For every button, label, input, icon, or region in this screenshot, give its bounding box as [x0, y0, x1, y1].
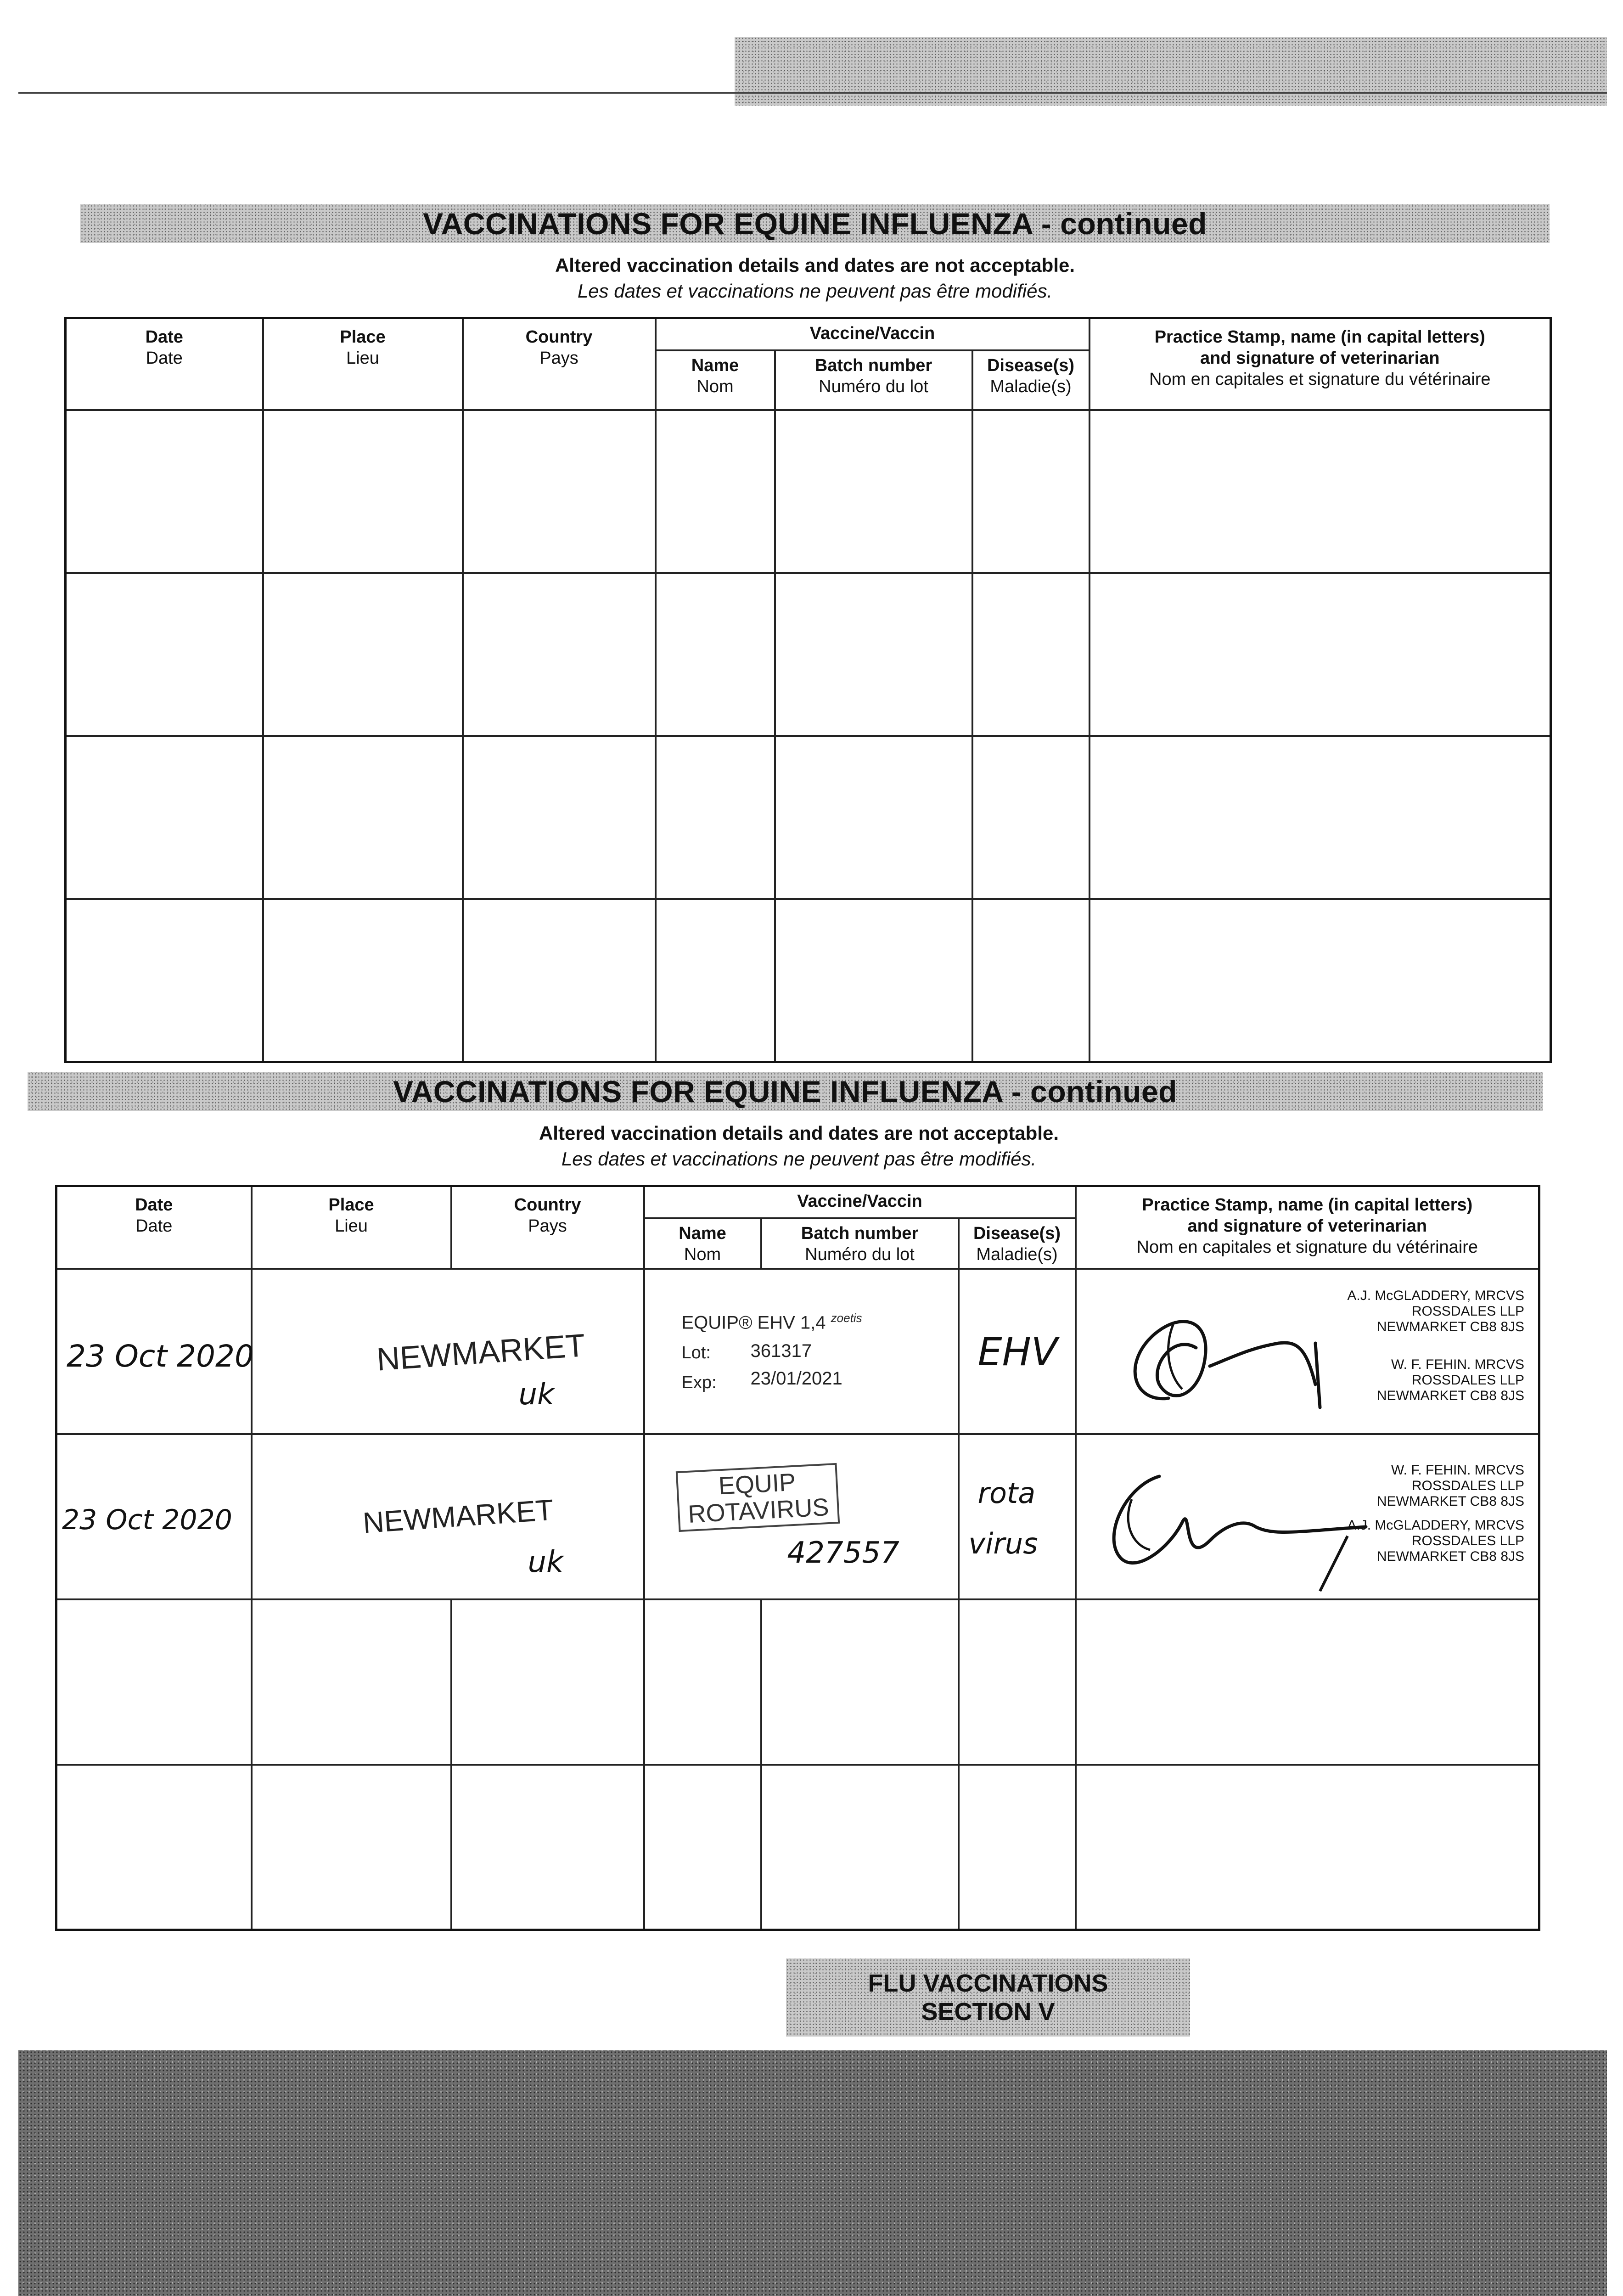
vaccine-batch-cell[interactable] — [644, 1269, 959, 1434]
vaccine-name-cell[interactable] — [644, 1765, 761, 1930]
upper-notice-en: Altered vaccination details and dates are not acceptable. — [555, 254, 1075, 276]
batch-cell[interactable] — [775, 899, 972, 1062]
date-cell[interactable] — [56, 1599, 252, 1765]
upper-vaccination-table — [64, 317, 1552, 1063]
place-cell[interactable] — [263, 573, 463, 736]
country-cell[interactable] — [451, 1765, 644, 1930]
header-batch-number: Batch number Numéro du lot — [775, 350, 972, 410]
lower-vaccination-table — [55, 1185, 1540, 1931]
header-disease: Disease(s) Maladie(s) — [972, 350, 1089, 410]
country-cell[interactable] — [451, 1599, 644, 1765]
batch-cell[interactable] — [761, 1599, 959, 1765]
vaccine-name-cell[interactable] — [656, 899, 775, 1062]
country-cell[interactable] — [463, 736, 656, 899]
date-cell[interactable] — [66, 410, 263, 573]
table-row — [66, 899, 1551, 1062]
practice-stamp-a: A.J. McGLADDERY, MRCVS ROSSDALES LLP NEWMARKET CB8 8JS — [1347, 1288, 1525, 1334]
disease-cell[interactable] — [959, 1599, 1076, 1765]
practice-stamp-b: A.J. McGLADDERY, MRCVS ROSSDALES LLP NEWMARKET CB8 8JS — [1347, 1517, 1525, 1564]
section-tab-line1: FLU VACCINATIONS — [868, 1970, 1108, 1997]
date-cell[interactable] — [66, 573, 263, 736]
disease-cell[interactable] — [972, 736, 1089, 899]
header-vaccine-name: Name Nom — [644, 1218, 761, 1269]
date-cell[interactable] — [66, 736, 263, 899]
disease-cell[interactable] — [972, 410, 1089, 573]
upper-notice-fr: Les dates et vaccinations ne peuvent pas être modifiés. — [577, 280, 1053, 302]
country-cell[interactable] — [463, 573, 656, 736]
section-tab — [786, 1958, 1190, 2037]
exp-label: Exp: — [681, 1373, 717, 1392]
disease-value-line2: virus — [968, 1526, 1038, 1560]
country-value: uk — [528, 1545, 564, 1579]
batch-cell[interactable] — [775, 736, 972, 899]
disease-cell[interactable] — [972, 899, 1089, 1062]
header-vaccine: Vaccine/Vaccin — [644, 1186, 1076, 1218]
disease-cell[interactable] — [959, 1765, 1076, 1930]
section-tab-line2: SECTION V — [921, 1998, 1055, 2026]
batch-cell[interactable] — [761, 1765, 959, 1930]
scan-line-top — [18, 92, 1607, 94]
lot-value: 361317 — [750, 1340, 812, 1361]
header-country: Country Pays — [451, 1186, 644, 1269]
place-country-cell[interactable] — [252, 1269, 644, 1434]
place-value: NEWMARKET — [361, 1493, 555, 1539]
date-cell[interactable] — [56, 1765, 252, 1930]
scan-edge-bottom — [18, 2050, 1607, 2296]
lower-section-banner — [28, 1072, 1543, 1111]
country-cell[interactable] — [463, 410, 656, 573]
table-row-entry-2 — [56, 1434, 1539, 1599]
place-cell[interactable] — [252, 1599, 451, 1765]
lower-notice-fr: Les dates et vaccinations ne peuvent pas être modifiés. — [561, 1148, 1037, 1170]
disease-value: EHV — [977, 1329, 1058, 1374]
place-cell[interactable] — [263, 899, 463, 1062]
table-row — [66, 410, 1551, 573]
table-row — [66, 573, 1551, 736]
header-place: Place Lieu — [263, 318, 463, 410]
vaccine-name-cell[interactable] — [656, 410, 775, 573]
scan-edge-top — [18, 32, 1607, 119]
stamp-cell[interactable] — [1089, 736, 1551, 899]
disease-cell[interactable] — [972, 573, 1089, 736]
vaccine-name-cell[interactable] — [644, 1599, 761, 1765]
stamp-cell[interactable] — [1076, 1434, 1539, 1599]
stamp-cell[interactable] — [1089, 573, 1551, 736]
vaccine-name-stamp: EQUIP ROTAVIRUS — [675, 1463, 839, 1531]
date-cell[interactable] — [56, 1269, 252, 1434]
country-value: uk — [518, 1377, 555, 1412]
header-disease: Disease(s) Maladie(s) — [959, 1218, 1076, 1269]
batch-cell[interactable] — [775, 410, 972, 573]
place-value: NEWMARKET — [375, 1327, 586, 1378]
table-row — [56, 1765, 1539, 1930]
practice-stamp-b: W. F. FEHIN. MRCVS ROSSDALES LLP NEWMARKET CB8 8JS — [1376, 1356, 1525, 1403]
disease-value-line1: rota — [977, 1476, 1036, 1510]
upper-notice — [80, 253, 1550, 304]
vaccine-batch-cell[interactable] — [644, 1434, 959, 1599]
stamp-cell[interactable] — [1089, 410, 1551, 573]
header-date: Date Date — [66, 318, 263, 410]
stamp-cell[interactable] — [1076, 1765, 1539, 1930]
header-country: Country Pays — [463, 318, 656, 410]
batch-value: 427557 — [787, 1536, 899, 1570]
header-date: Date Date — [56, 1186, 252, 1269]
lot-label: Lot: — [681, 1343, 711, 1362]
header-practice-stamp: Practice Stamp, name (in capital letters) and signature of veterinarian Nom en capitales et signature du vétérinaire — [1089, 318, 1551, 410]
place-cell[interactable] — [263, 736, 463, 899]
exp-value: 23/01/2021 — [750, 1368, 842, 1389]
place-country-cell[interactable] — [252, 1434, 644, 1599]
lower-notice — [64, 1120, 1533, 1172]
date-cell[interactable] — [66, 899, 263, 1062]
vaccine-name-cell[interactable] — [656, 736, 775, 899]
place-cell[interactable] — [252, 1765, 451, 1930]
header-place: Place Lieu — [252, 1186, 451, 1269]
table-row — [66, 736, 1551, 899]
scan-noise-top — [735, 37, 1607, 106]
header-batch-number: Batch number Numéro du lot — [761, 1218, 959, 1269]
lower-banner-title: VACCINATIONS FOR EQUINE INFLUENZA - continued — [393, 1075, 1177, 1109]
upper-section-banner — [80, 204, 1550, 243]
upper-banner-title: VACCINATIONS FOR EQUINE INFLUENZA - continued — [423, 207, 1207, 241]
header-practice-stamp: Practice Stamp, name (in capital letters) and signature of veterinarian Nom en capitales et signature du vétérinaire — [1076, 1186, 1539, 1269]
header-vaccine-name: Name Nom — [656, 350, 775, 410]
vet-signature — [1104, 1293, 1343, 1426]
country-cell[interactable] — [463, 899, 656, 1062]
table-row-entry-1 — [56, 1269, 1539, 1434]
lower-notice-en: Altered vaccination details and dates are not acceptable. — [539, 1122, 1059, 1144]
batch-cell[interactable] — [775, 573, 972, 736]
practice-stamp-a: W. F. FEHIN. MRCVS ROSSDALES LLP NEWMARKET CB8 8JS — [1376, 1462, 1525, 1509]
vaccine-name-cell[interactable] — [656, 573, 775, 736]
stamp-cell[interactable] — [1076, 1269, 1539, 1434]
disease-cell[interactable] — [959, 1434, 1076, 1599]
vaccine-name-value: EQUIP® EHV 1,4 $^{zoetis}$ — [681, 1311, 862, 1333]
stamp-cell[interactable] — [1076, 1599, 1539, 1765]
date-value: 23 Oct 2020 — [67, 1338, 254, 1374]
disease-cell[interactable] — [959, 1269, 1076, 1434]
table-row — [56, 1599, 1539, 1765]
date-cell[interactable] — [56, 1434, 252, 1599]
place-cell[interactable] — [263, 410, 463, 573]
stamp-cell[interactable] — [1089, 899, 1551, 1062]
date-value: 23 Oct 2020 — [62, 1503, 232, 1536]
header-vaccine: Vaccine/Vaccin — [656, 318, 1089, 350]
vet-signature — [1090, 1449, 1375, 1596]
